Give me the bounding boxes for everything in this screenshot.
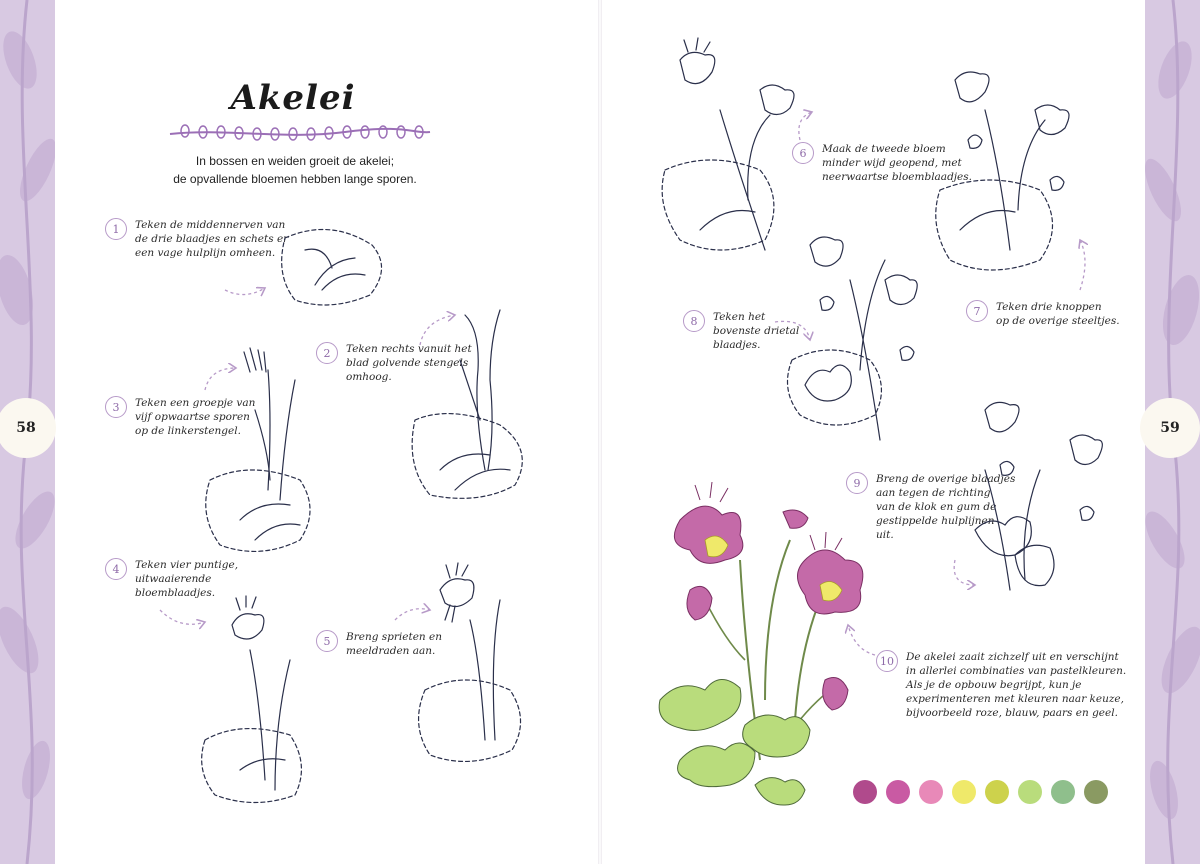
color-swatch-7	[1051, 780, 1075, 804]
color-swatch-2	[886, 780, 910, 804]
step-text: Teken het bovenste drietal blaadjes.	[713, 311, 800, 351]
color-swatch-4	[952, 780, 976, 804]
step-number: 10	[876, 650, 898, 672]
step-number: 1	[105, 218, 127, 240]
step-text: Teken drie knoppen op de overige steeltjes.	[996, 301, 1120, 327]
colored-akelei-illustration	[659, 482, 863, 805]
step-number: 9	[846, 472, 868, 494]
intro-text: In bossen en weiden groeit de akelei; de opvallende bloemen hebben lange sporen.	[173, 154, 417, 186]
step-text: De akelei zaait zichzelf uit en verschijnt in allerlei combinaties van pastelkleuren. Als je de opbouw begrijpt, kun je experimenteren met kleuren naar keuze, bijvoorbeeld roze, blauw, paars en geel.	[906, 651, 1127, 719]
color-swatch-1	[853, 780, 877, 804]
step-number: 3	[105, 396, 127, 418]
color-swatch-8	[1084, 780, 1108, 804]
color-swatch-6	[1018, 780, 1042, 804]
color-swatch-3	[919, 780, 943, 804]
step-number: 2	[316, 342, 338, 364]
step-text: Breng de overige blaadjes aan tegen de richting van de klok en gum de gestippelde hulplijnen uit.	[876, 473, 1016, 541]
step-text: Breng sprieten en meeldraden aan.	[346, 631, 442, 657]
step-text: Teken rechts vanuit het blad golvende stengels omhoog.	[346, 343, 472, 383]
step-text: Teken een groepje van vijf opwaartse sporen op de linkerstengel.	[135, 397, 256, 437]
step-number: 8	[683, 310, 705, 332]
step-number: 4	[105, 558, 127, 580]
page-number-right: 59	[1140, 398, 1200, 458]
step-text: Maak de tweede bloem minder wijd geopend, met neerwaartse bloemblaadjes.	[822, 143, 972, 183]
step-number: 5	[316, 630, 338, 652]
page-title: Akelei	[230, 78, 356, 118]
page-number-left: 58	[0, 398, 56, 458]
step-number: 7	[966, 300, 988, 322]
step-text: Teken de middennerven van de drie blaadjes en schets er een vage hulplijn omheen.	[135, 219, 289, 259]
step-text: Teken vier puntige, uitwaaierende bloemblaadjes.	[135, 559, 239, 599]
color-swatch-5	[985, 780, 1009, 804]
step-number: 6	[792, 142, 814, 164]
